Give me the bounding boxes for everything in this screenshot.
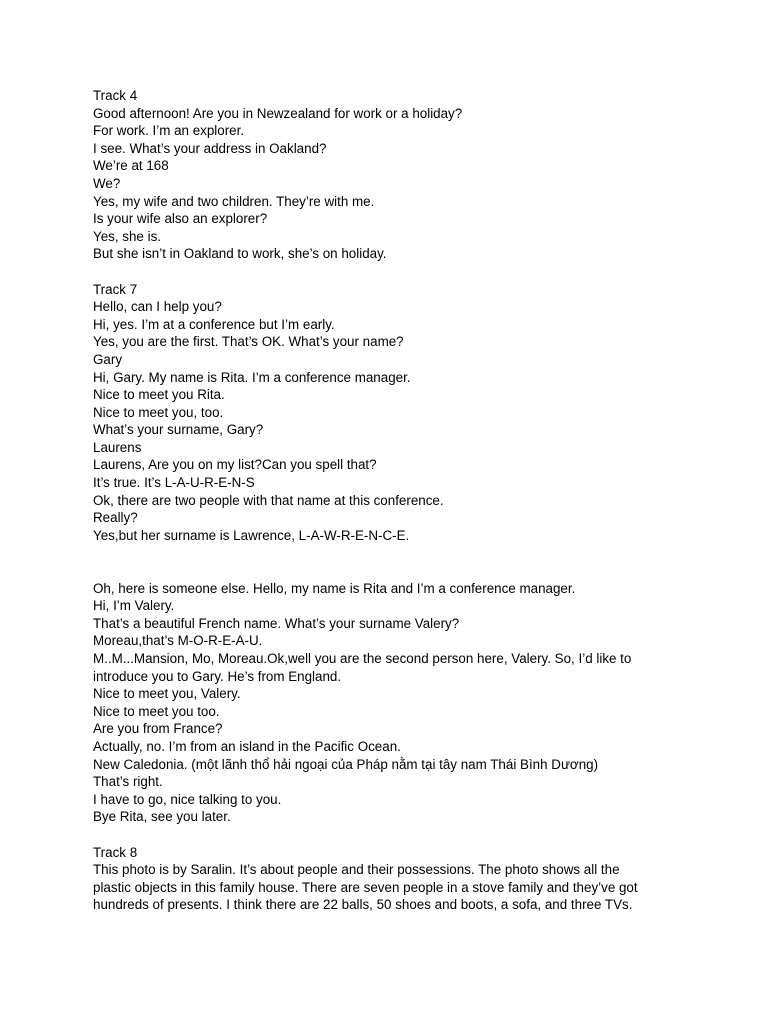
dialogue-line: Really? bbox=[93, 510, 138, 526]
paragraph-line: This photo is by Saralin. It’s about people and their possessions. The photo shows all the bbox=[93, 862, 620, 878]
track-7-section bbox=[93, 281, 693, 826]
paragraph-line: plastic objects in this family house. There are seven people in a stove family and they’ve got bbox=[93, 879, 638, 895]
dialogue-line: Nice to meet you, too. bbox=[93, 404, 224, 420]
dialogue-line: Are you from France? bbox=[93, 721, 223, 737]
dialogue-line: New Caledonia. (một lãnh thổ hải ngoại của Pháp nằm tại tây nam Thái Bình Dương) bbox=[93, 756, 599, 772]
dialogue-line: I see. What’s your address in Oakland? bbox=[93, 140, 327, 156]
dialogue-line: Ok, there are two people with that name at this conference. bbox=[93, 492, 444, 508]
track-heading: Track 4 bbox=[93, 88, 138, 103]
dialogue-line: Nice to meet you, Valery. bbox=[93, 686, 241, 702]
dialogue-line: Is your wife also an explorer? bbox=[93, 211, 268, 227]
paragraph-line: hundreds of presents. I think there are 22 balls, 50 shoes and boots, a sofa, and three TVs. bbox=[93, 897, 633, 913]
dialogue-line: Yes, my wife and two children. They’re with me. bbox=[93, 193, 375, 209]
dialogue-line: What’s your surname, Gary? bbox=[93, 422, 264, 438]
track-heading: Track 7 bbox=[93, 281, 138, 297]
dialogue-line: Yes, she is. bbox=[93, 228, 161, 244]
dialogue-line: Gary bbox=[93, 351, 123, 367]
dialogue-line: Good afternoon! Are you in Newzealand for work or a holiday? bbox=[93, 105, 463, 121]
dialogue-line: Moreau,that’s M-O-R-E-A-U. bbox=[93, 633, 263, 649]
dialogue-line: Hi, I’m Valery. bbox=[93, 598, 175, 614]
dialogue-line: Laurens bbox=[93, 439, 142, 455]
dialogue-line: Nice to meet you too. bbox=[93, 703, 220, 719]
dialogue-line: Nice to meet you Rita. bbox=[93, 387, 225, 403]
paragraph-gap bbox=[93, 263, 693, 281]
dialogue-line: That’s a beautiful French name. What’s your surname Valery? bbox=[93, 615, 460, 631]
paragraph-gap bbox=[93, 826, 693, 844]
document-page bbox=[93, 87, 693, 914]
dialogue-line: That’s right. bbox=[93, 774, 163, 790]
dialogue-line: It’s true. It’s L-A-U-R-E-N-S bbox=[93, 475, 255, 491]
dialogue-line: Laurens, Are you on my list?Can you spell that? bbox=[93, 457, 377, 473]
dialogue-line: Hi, Gary. My name is Rita. I’m a conference manager. bbox=[93, 369, 411, 385]
track-4-section bbox=[93, 87, 693, 263]
dialogue-line: We? bbox=[93, 175, 121, 191]
dialogue-line: Yes, you are the first. That’s OK. What’s your name? bbox=[93, 334, 404, 350]
track-8-section bbox=[93, 844, 693, 914]
track-heading: Track 8 bbox=[93, 844, 138, 860]
paragraph-gap bbox=[93, 544, 693, 579]
dialogue-line: introduce you to Gary. He’s from England. bbox=[93, 668, 342, 684]
dialogue-line: For work. I’m an explorer. bbox=[93, 123, 245, 139]
dialogue-line: Yes,but her surname is Lawrence, L-A-W-R-E-N-C-E. bbox=[93, 527, 410, 543]
dialogue-line: M..M...Mansion, Mo, Moreau.Ok,well you are the second person here, Valery. So, I’d like to bbox=[93, 651, 632, 666]
dialogue-line: Actually, no. I’m from an island in the Pacific Ocean. bbox=[93, 738, 401, 754]
dialogue-line: Bye Rita, see you later. bbox=[93, 809, 231, 825]
dialogue-line: But she isn’t in Oakland to work, she’s on holiday. bbox=[93, 246, 387, 262]
dialogue-line: We’re at 168 bbox=[93, 158, 169, 174]
dialogue-line: Hello, can I help you? bbox=[93, 299, 222, 315]
dialogue-line: I have to go, nice talking to you. bbox=[93, 791, 282, 807]
dialogue-line: Oh, here is someone else. Hello, my name is Rita and I’m a conference manager. bbox=[93, 580, 576, 596]
dialogue-line: Hi, yes. I’m at a conference but I’m early. bbox=[93, 316, 335, 332]
